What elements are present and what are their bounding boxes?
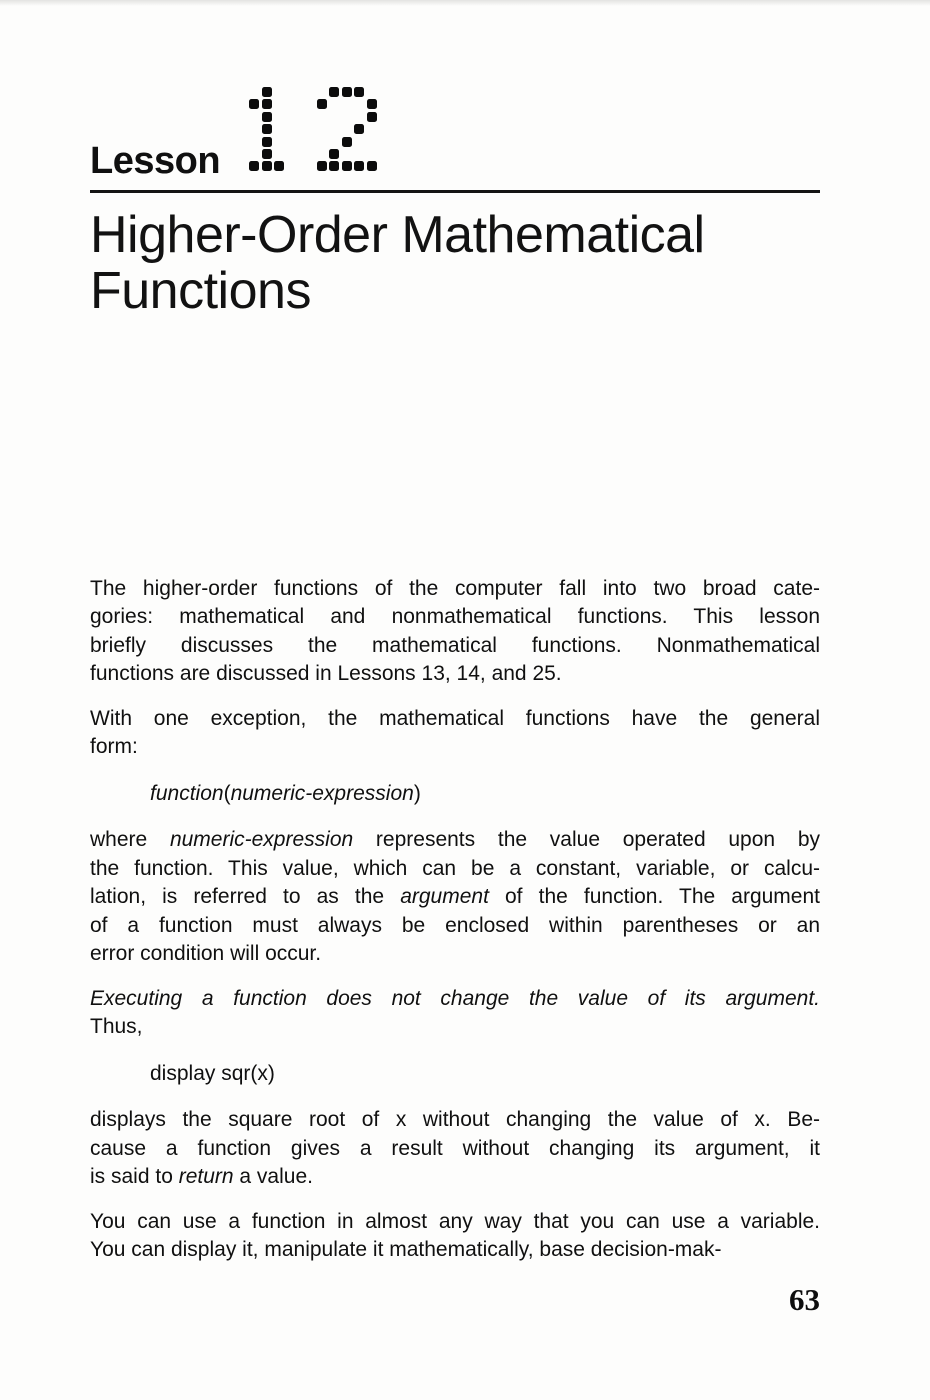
header-divider-rule <box>90 190 820 193</box>
text-line: form: <box>90 735 138 759</box>
text-line: error condition will occur. <box>90 942 322 966</box>
paragraph <box>90 575 820 689</box>
text-line: The higher-order functions of the computer fall into two broad cate- <box>90 576 820 600</box>
text-line: Thus, <box>90 1015 143 1039</box>
text-line: the function. This value, which can be a constant, variable, or calcu- <box>90 856 820 880</box>
text-line: With one exception, the mathematical functions have the general <box>90 706 820 730</box>
text-line: function(numeric-expression) <box>150 781 421 805</box>
text-line: briefly discusses the mathematical functions. Nonmathematical <box>90 633 820 657</box>
dotmatrix-digit <box>316 86 378 173</box>
text-line: where numeric-expression represents the value operated upon by <box>90 828 821 852</box>
text-line: functions are discussed in Lessons 13, 14, and 25. <box>90 662 562 686</box>
lesson-header <box>90 86 820 182</box>
page-number: 63 <box>789 1281 820 1317</box>
paragraph <box>90 826 820 969</box>
page-content <box>0 86 930 1317</box>
body-text <box>90 575 820 1265</box>
text-line: You can display it, manipulate it mathematically, base decision-mak- <box>90 1238 722 1262</box>
page-title-line-1: Higher-Order Mathematical <box>90 205 705 264</box>
text-line: of a function must always be enclosed within parentheses or an <box>90 913 820 937</box>
text-line: displays the square root of x without changing the value of x. Be- <box>90 1108 820 1132</box>
text-line: Executing a function does not change the value of its argument. <box>90 986 820 1010</box>
text-line: is said to return a value. <box>90 1165 313 1189</box>
text-line: lation, is referred to as the argument of the function. The argument <box>90 885 820 909</box>
lesson-label: Lesson <box>90 139 221 182</box>
text-line: gories: mathematical and nonmathematical functions. This lesson <box>90 605 820 629</box>
paragraph <box>90 1106 820 1192</box>
page-title-line-2: Functions <box>90 261 311 320</box>
text-line: display sqr(x) <box>150 1061 275 1085</box>
code-line <box>90 780 820 809</box>
paragraph <box>90 985 820 1042</box>
dotmatrix-digit <box>236 86 298 173</box>
code-line <box>90 1060 820 1089</box>
page-title <box>90 207 820 319</box>
paragraph <box>90 1208 820 1265</box>
paragraph <box>90 705 820 762</box>
text-line: You can use a function in almost any way that you can use a variable. <box>90 1209 820 1233</box>
text-line: cause a function gives a result without changing its argument, it <box>90 1136 820 1160</box>
lesson-number-dotmatrix <box>236 86 378 173</box>
